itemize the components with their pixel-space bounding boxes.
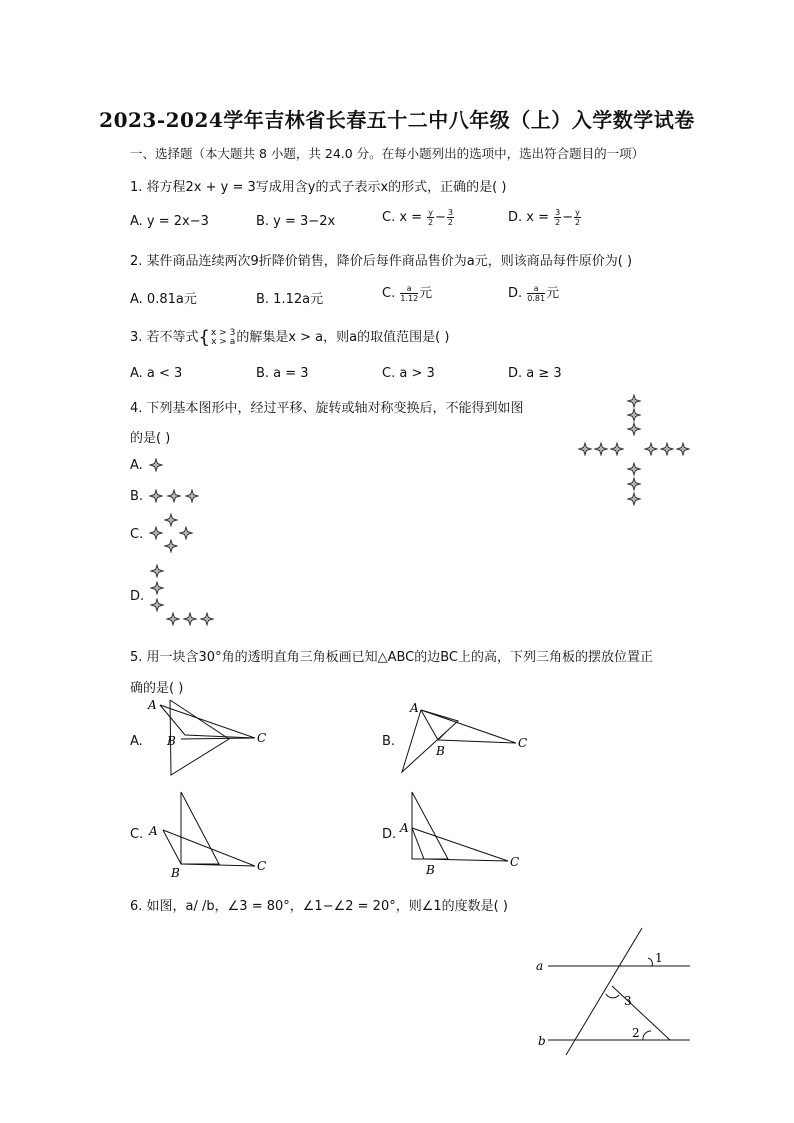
q1-d-frac2: $\frac{y}{2}$: [574, 208, 581, 227]
q1-d-minus: −: [562, 210, 574, 225]
q3-stem-post: 的解集是x > a，则a的取值范围是( ): [236, 330, 450, 345]
q3-option-d[interactable]: D. a ≥ 3: [508, 366, 562, 381]
q3-system: x > 3 x > a: [211, 327, 236, 347]
q2-option-d[interactable]: [508, 282, 559, 303]
q6-line-b-label: b: [538, 1034, 546, 1048]
q6-figure: [530, 925, 700, 1060]
q2-option-b[interactable]: B. 1.12a元: [256, 292, 324, 307]
q3-stem-pre: 3. 若不等式: [130, 330, 199, 345]
q1-option-c[interactable]: [382, 208, 455, 227]
q5a-point-c: C: [257, 731, 267, 745]
q2-option-a[interactable]: A. 0.81a元: [130, 292, 197, 307]
q5-option-d-figure: [398, 788, 538, 878]
q1-c-frac2: $\frac{3}{2}$: [447, 208, 453, 227]
q2-d-unit: 元: [546, 286, 560, 301]
q5b-point-c: C: [518, 736, 528, 750]
q1-c-frac1: $\frac{y}{2}$: [428, 208, 434, 227]
q5b-point-a: A: [410, 701, 419, 715]
q2-c-label: C.: [382, 286, 400, 301]
q4-option-d-figure: [148, 562, 220, 628]
q5-stem-line2: 确的是( ): [130, 681, 184, 696]
q4-stem-line1: 4. 下列基本图形中，经过平移、旋转或轴对称变换后，不能得到如图: [130, 401, 524, 416]
q4-option-b-figure: [148, 488, 204, 504]
q1-d-frac1: $\frac{3}{2}$: [555, 208, 561, 227]
q4-option-b[interactable]: B.: [130, 489, 144, 504]
q3-option-c[interactable]: C. a > 3: [382, 366, 435, 381]
q5-option-b-figure: [398, 700, 538, 780]
q4-cross-figure: [574, 392, 694, 512]
q2-c-unit: 元: [419, 286, 433, 301]
q4-option-d[interactable]: D.: [130, 589, 145, 604]
q3-option-b[interactable]: B. a = 3: [256, 366, 309, 381]
q2-c-frac: $\frac{a}{1.12}$: [400, 284, 419, 303]
q2-d-label: D.: [508, 286, 527, 301]
q1-stem: 1. 将方程2x + y = 3写成用含y的式子表示x的形式，正确的是( ): [130, 180, 507, 195]
q2-option-c[interactable]: [382, 282, 432, 303]
q5c-point-c: C: [257, 859, 267, 873]
q1-c-label: C. x =: [382, 210, 427, 225]
q5a-point-a: A: [148, 698, 157, 712]
q5-option-d[interactable]: D.: [382, 827, 397, 842]
q4-stem-line2: 的是( ): [130, 431, 171, 446]
q5-stem-line1: 5. 用一块含30°角的透明直角三角板画已知△ABC的边BC上的高，下列三角板的摆放位置正: [130, 650, 654, 665]
q1-c-minus: −: [434, 210, 446, 225]
q3-option-a[interactable]: A. a < 3: [130, 366, 183, 381]
section-heading: 一、选择题（本大题共 8 小题，共 24.0 分。在每小题列出的选项中，选出符合题目的一项）: [130, 146, 645, 161]
q5b-point-b: B: [436, 744, 445, 758]
q6-line-a-label: a: [536, 959, 544, 973]
q6-angle-1: 1: [655, 951, 663, 965]
q5c-point-b: B: [171, 866, 180, 880]
q6-angle-2: 2: [632, 1026, 640, 1040]
q1-option-a[interactable]: A. y = 2x−3: [130, 214, 209, 229]
q5-option-c-figure: [145, 788, 285, 878]
q4-option-c[interactable]: C.: [130, 527, 144, 542]
q4-option-c-figure: [148, 512, 196, 556]
q2-d-frac: $\frac{a}{0.81}$: [527, 284, 546, 303]
q1-d-label: D. x =: [508, 210, 554, 225]
q5-option-a-figure: [145, 695, 285, 780]
q6-stem: 6. 如图，a/ /b，∠3 = 80°，∠1−∠2 = 20°，则∠1的度数是( ): [130, 899, 508, 914]
q5d-point-b: B: [426, 863, 435, 877]
q3-brace: {: [198, 327, 210, 348]
page-title: 2023-2024学年吉林省长春五十二中八年级（上）入学数学试卷: [99, 108, 695, 132]
q5a-point-b: B: [167, 734, 176, 748]
q4-option-a[interactable]: A.: [130, 458, 143, 473]
q3-stem: [130, 326, 449, 348]
q5d-point-c: C: [510, 855, 520, 869]
q4-option-a-figure: [148, 457, 166, 473]
q5-option-a[interactable]: A.: [130, 734, 143, 749]
q6-angle-3: 3: [624, 994, 632, 1008]
q5-option-c[interactable]: C.: [130, 827, 144, 842]
q1-option-b[interactable]: B. y = 3−2x: [256, 214, 336, 229]
q1-option-d[interactable]: [508, 208, 582, 227]
q5c-point-a: A: [149, 824, 158, 838]
q5-option-b[interactable]: B.: [382, 734, 396, 749]
q5d-point-a: A: [400, 821, 409, 835]
q2-stem: 2. 某件商品连续两次9折降价销售，降价后每件商品售价为a元，则该商品每件原价为( ): [130, 254, 633, 269]
